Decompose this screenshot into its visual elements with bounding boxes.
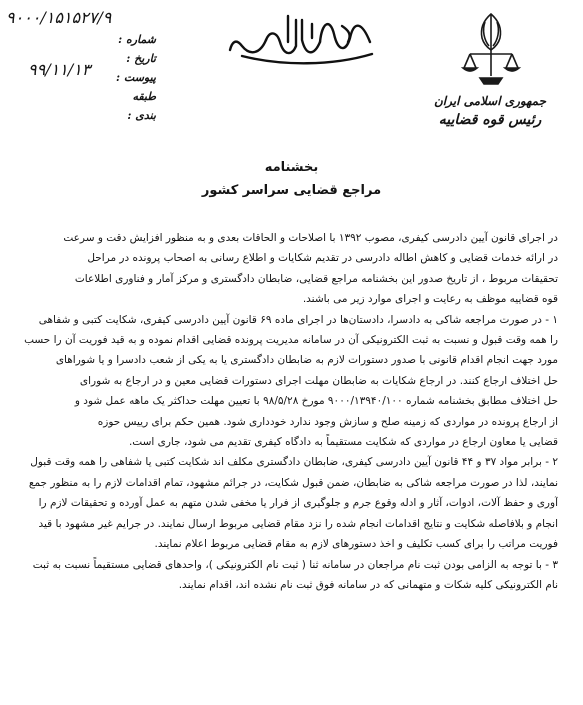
document-body [22, 228, 558, 595]
text-line: ۱ - در صورت مراجعه شاکی به دادسرا، دادستان‌ها در اجرای ماده ۶۹ قانون آیین دادرسی کیفری، شکایت کتبی و شفاهی [38, 313, 558, 326]
clause-1 [22, 310, 558, 453]
document-date: ۹۹/۱۱/۱۳ [28, 60, 91, 79]
attachment-label: پیوست : [116, 71, 156, 84]
date-label: تاریخ : [126, 52, 156, 65]
text-line: نمایند، لذا در صورت مراجعه شاکی به ضابطان، ضمن قبول شکایت، در جرائم مشهود، تمام اقدامات لازم را به منظور جمع [28, 476, 558, 489]
text-line: از ارجاع پرونده در مواردی که زمینه صلح و سازش وجود ندارد خودداری شود. همین حکم برای رییس حوزه [97, 415, 558, 428]
text-line: حل اختلاف ارجاع کنند. در ارجاع شکایات به ضابطان مهلت اجرای دستورات قضایی معین و در ارجاع به شورای [79, 374, 558, 387]
text-line: ۳ - با توجه به الزامی بودن ثبت نام مراجعان در سامانه ثنا ( ثبت نام الکترونیکی )، واحدهای قضایی مستقیماً نسبت به ثبت [32, 558, 558, 571]
text-line: ۲ - برابر مواد ۳۷ و ۴۴ قانون آیین دادرسی کیفری، ضابطان دادگستری مکلف اند شکایت کتبی یا شفاهی را همه وقت قبول [30, 456, 558, 469]
country-name: جمهوری اسلامی ایران [433, 94, 547, 108]
document-title: بخشنامه [264, 160, 319, 175]
text-line: در اجرای قانون آیین دادرسی کیفری، مصوب ۱۳۹۲ با اصلاحات و الحاقات بعدی و به منظور افزایش دقت و سرعت [63, 232, 558, 244]
organization-name [420, 92, 560, 130]
meta-labels [110, 30, 156, 122]
text-line: در ارائه خدمات قضایی و کاهش اطاله دادرسی در تقدیم شکایات و اطلاع رسانی به اصحاب پرونده در مراحل [87, 252, 558, 265]
text-line: مورد جهت انجام اقدام قانونی با صدور دستورات لازم به ضابطان دادگستری یا به یکی از شعب دادسرا و یا شوراهای [55, 354, 558, 367]
emblem-icon [460, 10, 522, 88]
document-number: ۹۰۰۰/۱۵۱۵۲۷/۹ [6, 8, 112, 27]
office-name: رئیس قوه قضاییه [438, 112, 542, 128]
basmala-text [222, 20, 382, 38]
text-line: آوری و حفظ آلات، ادوات، آثار و ادله وقوع جرم و جلوگیری از فرار یا مخفی شدن متهم به عمل آورده و تحقیقات لازم را [38, 497, 558, 510]
text-line: نام الکترونیکی کلیه شکات و متهمانی که در سامانه فوق ثبت نام نشده اند، اقدام نمایند. [178, 578, 558, 591]
document-recipient: مراجع قضایی سراسر کشور [201, 183, 382, 198]
text-line: انجام و بلافاصله شکایت و نتایج اقدامات انجام شده را نزد مقام قضایی مربوط ارسال نمایند. در جرایم غیر مشهود با قید [38, 517, 558, 530]
intro-paragraph [22, 228, 558, 310]
text-line: حل اختلاف مطابق بخشنامه شماره ۹۰۰۰/۱۳۹۴۰/۱۰۰ مورخ ۹۸/۵/۲۸ با تعیین مهلت حداکثر یک ماهه عمل شود و [74, 395, 558, 408]
number-label: شماره : [118, 33, 156, 46]
text-line: قضایی یا معاون ارجاع در مواردی که شکایت مستقیماً به دادگاه کیفری تقدیم می شود، جاری است. [128, 436, 558, 449]
text-line: تحقیقات مربوط ، از تاریخ صدور این بخشنامه مراجع قضایی، ضابطان دادگستری و مرکز آمار و فناوری اطلاعات [74, 272, 558, 285]
text-line: فوریت مراتب را برای کسب تکلیف و اخذ دستورهای لازم به مقام قضایی مربوط اعلام نمایند. [154, 538, 558, 551]
clause-3 [22, 555, 558, 596]
classification-label: طبقه بندی : [127, 90, 156, 122]
clause-2 [22, 452, 558, 554]
text-line: قوه قضاییه موظف به رعایت و اجرای موارد زیر می باشند. [302, 293, 558, 306]
text-line: را همه وقت قبول و نسبت به ثبت الکترونیکی آن در سامانه مدیریت پرونده قضایی اقدام نموده و به قید فوریت آن را حسب [24, 334, 558, 347]
